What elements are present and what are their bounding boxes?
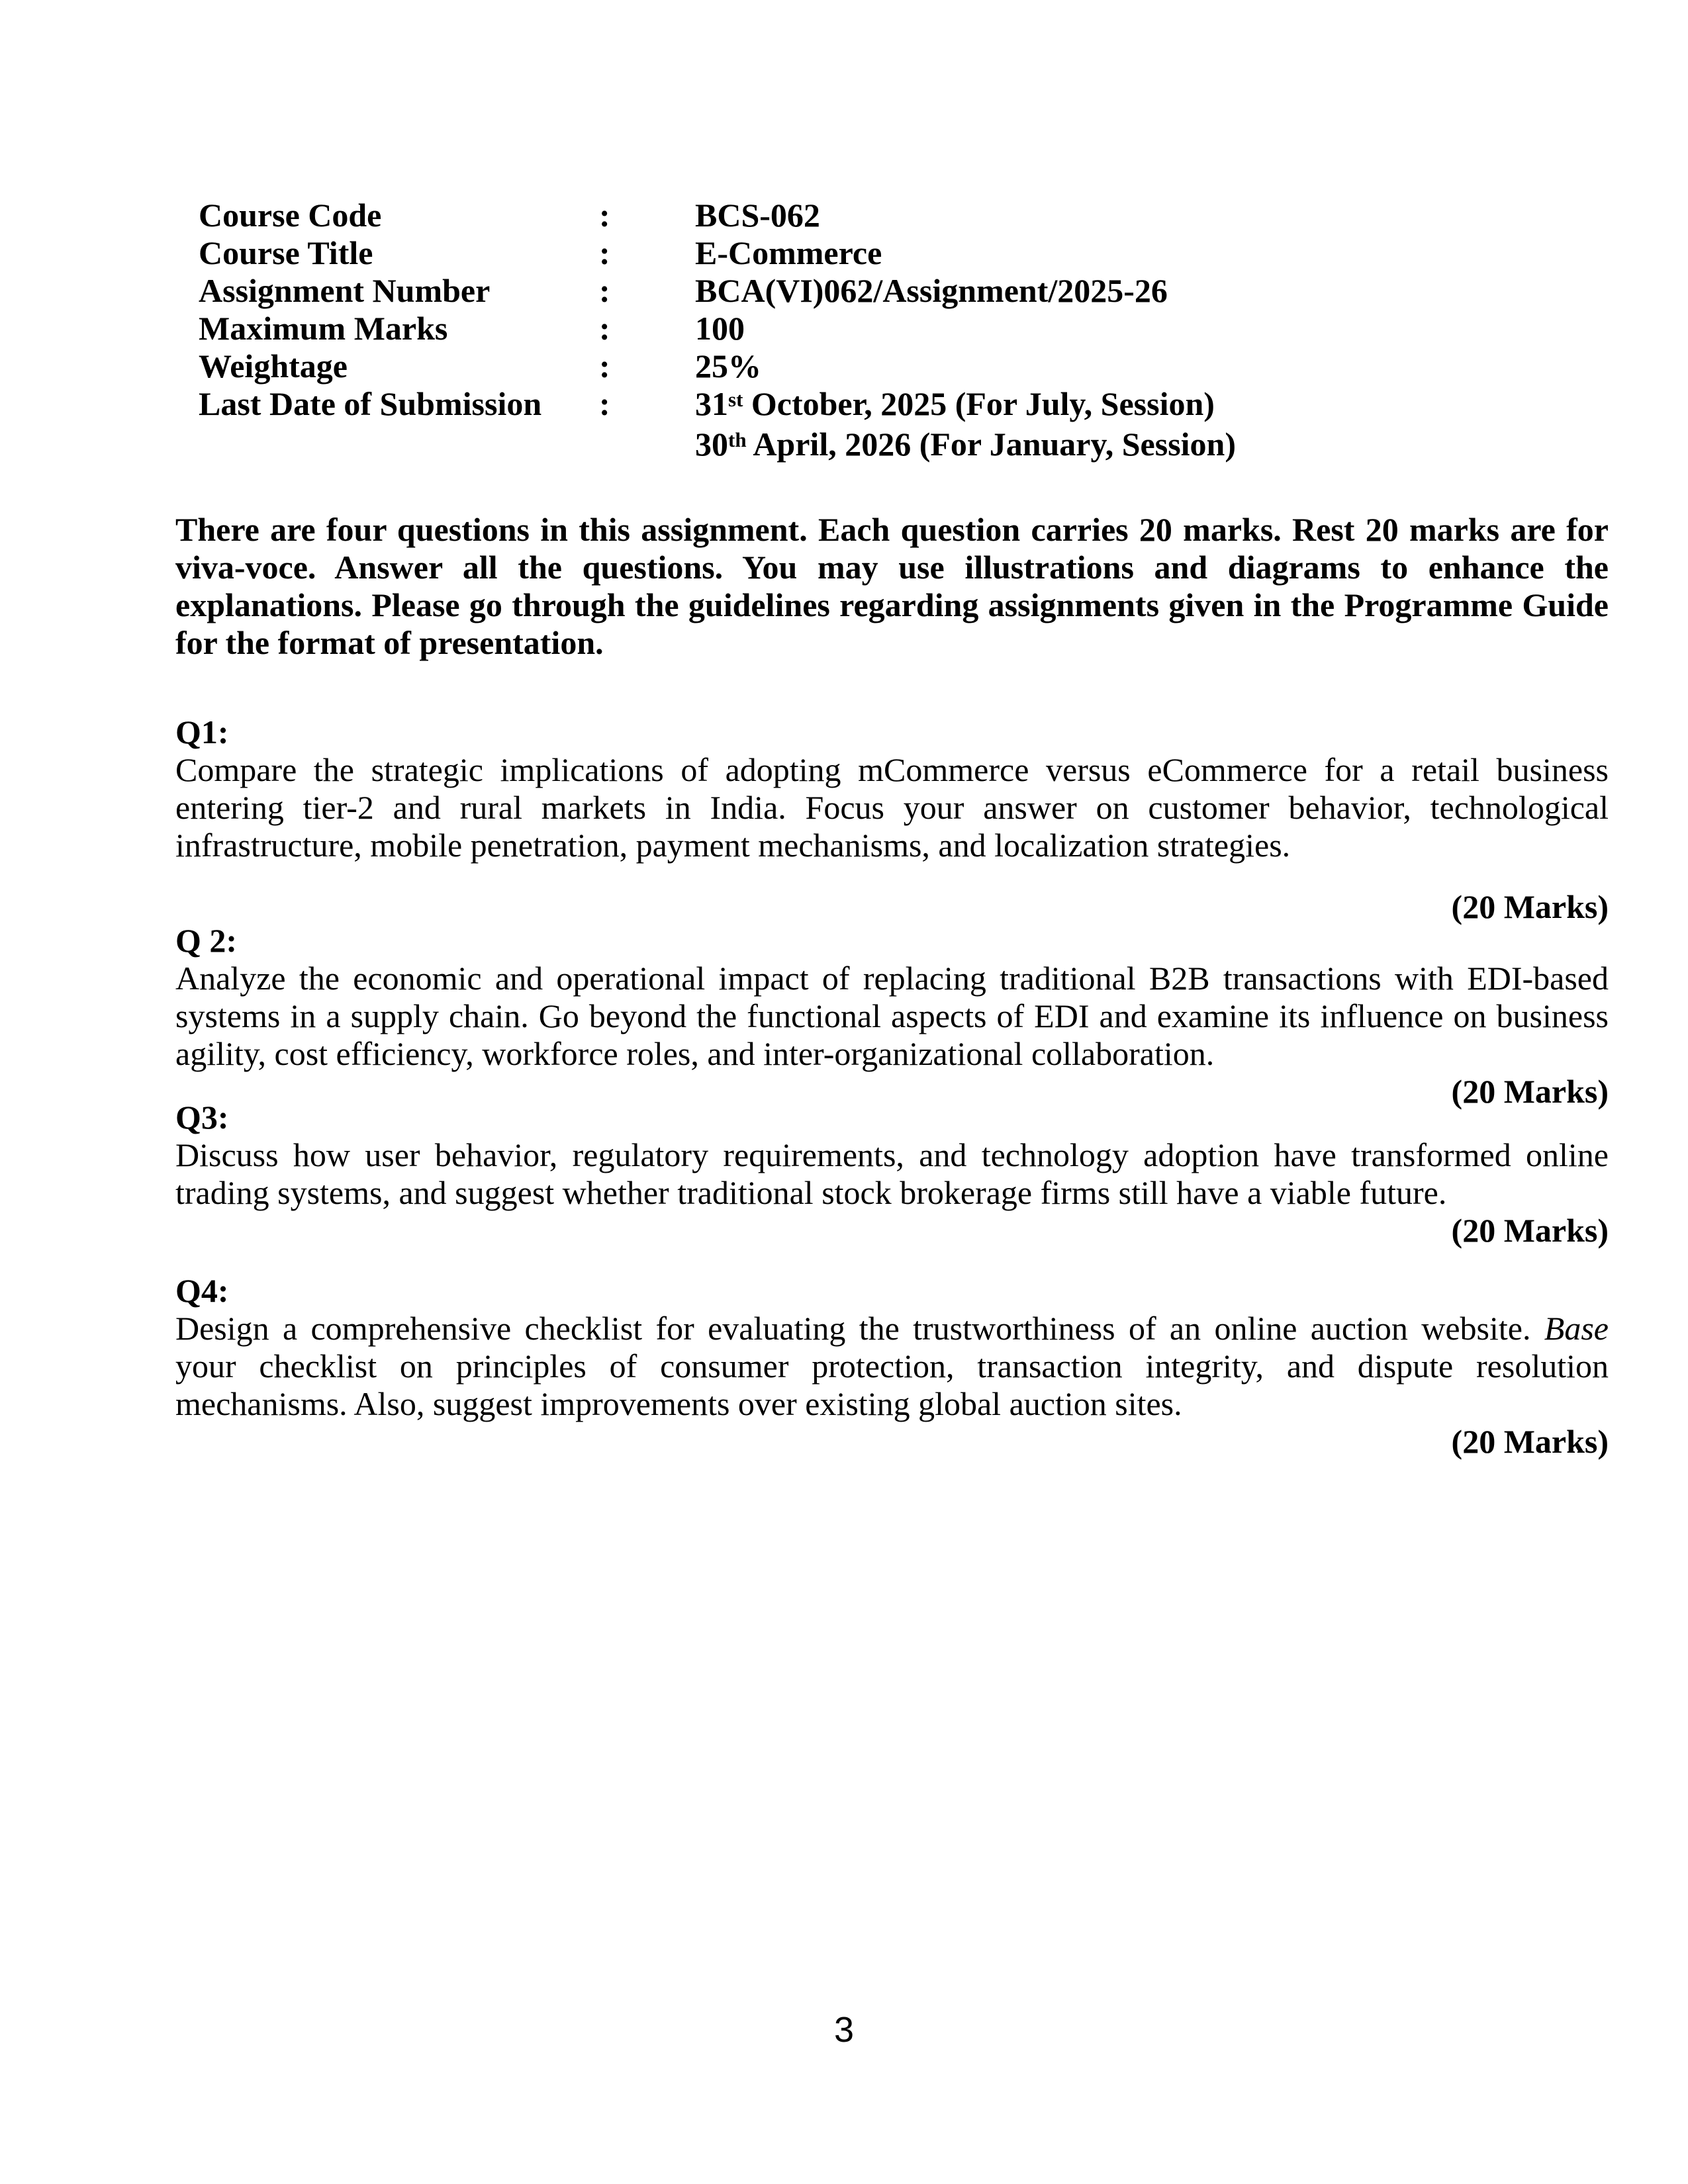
- date1-ordinal: st: [728, 387, 743, 411]
- submission-date-january-session: [695, 426, 1236, 463]
- question-1-label: Q1:: [175, 713, 229, 751]
- question-2: [175, 922, 1609, 1111]
- maximum-marks-label: Maximum Marks: [199, 310, 448, 347]
- question-3-marks: (20 Marks): [1451, 1212, 1609, 1249]
- question-3: [175, 1099, 1609, 1250]
- maximum-marks-colon: :: [599, 310, 610, 347]
- last-date-value: [695, 385, 1236, 463]
- course-title-colon: :: [599, 234, 610, 271]
- question-3-text: Discuss how user behavior, regulatory requirements, and technology adoption have transformed online trading systems, and suggest whether traditional stock brokerage firms still have a viable future.: [175, 1136, 1609, 1211]
- question-2-marks: (20 Marks): [1451, 1073, 1609, 1110]
- assignment-instructions: There are four questions in this assignment. Each question carries 20 marks. Rest 20 marks are for viva-voce. Answer all the questions. You may use illustrations and diagrams to enhance the explanations. Please go through the guidelines regarding assignments given in the Programme Guide for the format of presentation.: [175, 511, 1609, 661]
- date2-day: 30: [695, 426, 728, 463]
- date1-day: 31: [695, 385, 728, 422]
- course-code-colon: :: [599, 197, 610, 234]
- assignment-number-colon: :: [599, 272, 610, 309]
- question-4: [175, 1272, 1609, 1461]
- maximum-marks-value: 100: [695, 310, 745, 347]
- date2-ordinal: th: [728, 428, 747, 451]
- question-4-text: [175, 1310, 1609, 1423]
- question-3-label: Q3:: [175, 1099, 229, 1136]
- question-1-text: Compare the strategic implications of adopting mCommerce versus eCommerce for a retail business entering tier-2 and rural markets in India. Focus your answer on customer behavior, technological infrastructure, mobile penetration, payment mechanisms, and localization strategies.: [175, 751, 1609, 864]
- last-date-colon: :: [599, 385, 610, 422]
- last-date-label: Last Date of Submission: [199, 385, 542, 422]
- submission-date-july-session: [695, 385, 1236, 423]
- course-code-value: BCS-062: [695, 197, 820, 234]
- question-1-marks: (20 Marks): [1451, 888, 1609, 925]
- weightage-colon: :: [599, 347, 610, 385]
- question-2-text: Analyze the economic and operational impact of replacing traditional B2B transactions with EDI-based systems in a supply chain. Go beyond the functional aspects of EDI and examine its influence on business agility, cost efficiency, workforce roles, and inter-organizational collaboration.: [175, 960, 1609, 1072]
- date2-rest: April, 2026 (For January, Session): [746, 426, 1237, 463]
- question-2-label: Q 2:: [175, 922, 238, 959]
- question-4-text-italic: Base: [1544, 1310, 1609, 1347]
- weightage-value: 25%: [695, 347, 761, 385]
- question-1: [175, 713, 1609, 926]
- page-number: 3: [833, 2010, 855, 2050]
- assignment-number-value: BCA(VI)062/Assignment/2025-26: [695, 272, 1168, 309]
- question-4-text-end: your checklist on principles of consumer protection, transaction integrity, and dispute resolution mechanisms. Also, suggest improvements over existing global auction sites.: [175, 1347, 1609, 1422]
- date1-rest: October, 2025 (For July, Session): [743, 385, 1215, 422]
- assignment-number-label: Assignment Number: [199, 272, 491, 309]
- course-code-label: Course Code: [199, 197, 382, 234]
- question-4-marks: (20 Marks): [1451, 1423, 1609, 1460]
- course-info-block: [199, 197, 1236, 463]
- course-title-label: Course Title: [199, 234, 373, 271]
- question-4-text-start: Design a comprehensive checklist for evaluating the trustworthiness of an online auction website.: [175, 1310, 1544, 1347]
- weightage-label: Weightage: [199, 347, 348, 385]
- course-title-value: E-Commerce: [695, 234, 882, 271]
- question-4-label: Q4:: [175, 1272, 229, 1309]
